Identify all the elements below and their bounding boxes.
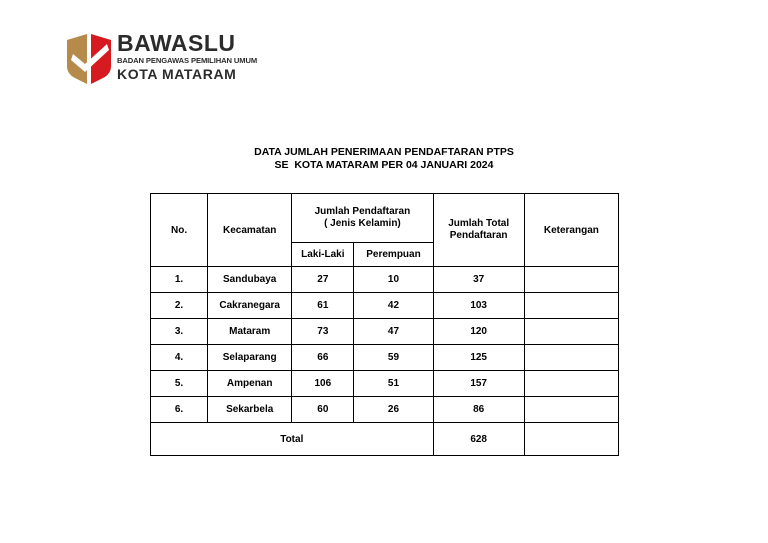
cell-keterangan: [524, 397, 618, 423]
document-title-line2: SE KOTA MATARAM PER 04 JANUARI 2024: [274, 159, 494, 171]
cell-perempuan: 42: [354, 293, 433, 319]
cell-keterangan: [524, 293, 618, 319]
cell-kecamatan: Ampenan: [208, 371, 292, 397]
cell-total: 157: [433, 371, 524, 397]
table-row: [151, 293, 619, 319]
header-perempuan: Perempuan: [354, 243, 433, 267]
cell-no: 1.: [151, 267, 208, 293]
cell-no: 2.: [151, 293, 208, 319]
header-keterangan: Keterangan: [524, 194, 618, 267]
logo-text-block: [117, 30, 257, 82]
cell-perempuan: 51: [354, 371, 433, 397]
cell-total: 120: [433, 319, 524, 345]
cell-keterangan: [524, 319, 618, 345]
cell-keterangan: [524, 267, 618, 293]
cell-no: 6.: [151, 397, 208, 423]
header-jumlah-pendaftaran: [292, 194, 433, 243]
cell-perempuan: 47: [354, 319, 433, 345]
registration-table: [150, 193, 619, 456]
cell-perempuan: 26: [354, 397, 433, 423]
cell-perempuan: 10: [354, 267, 433, 293]
cell-no: 3.: [151, 319, 208, 345]
table-row: [151, 319, 619, 345]
cell-total: 37: [433, 267, 524, 293]
cell-laki: 27: [292, 267, 354, 293]
cell-keterangan: [524, 371, 618, 397]
logo-city: KOTA MATARAM: [117, 66, 237, 82]
total-keterangan: [524, 423, 618, 456]
cell-kecamatan: Cakranegara: [208, 293, 292, 319]
cell-total: 86: [433, 397, 524, 423]
header-kecamatan: Kecamatan: [208, 194, 292, 267]
logo-subtitle: BADAN PENGAWAS PEMILIHAN UMUM: [117, 56, 258, 65]
cell-perempuan: 59: [354, 345, 433, 371]
cell-total: 103: [433, 293, 524, 319]
header-total-line1: Jumlah Total: [448, 218, 510, 229]
cell-laki: 66: [292, 345, 354, 371]
cell-laki: 73: [292, 319, 354, 345]
cell-laki: 60: [292, 397, 354, 423]
total-label: Total: [151, 423, 434, 456]
cell-keterangan: [524, 345, 618, 371]
table-row: [151, 345, 619, 371]
cell-kecamatan: Mataram: [208, 319, 292, 345]
bawaslu-emblem-icon: [65, 30, 113, 86]
cell-kecamatan: Sekarbela: [208, 397, 292, 423]
header-group-line1: Jumlah Pendaftaran: [314, 206, 411, 217]
logo-name: BAWASLU: [117, 30, 236, 56]
cell-total: 125: [433, 345, 524, 371]
cell-no: 5.: [151, 371, 208, 397]
table-total-row: [151, 423, 619, 456]
table-row: [151, 371, 619, 397]
document-title-line1: DATA JUMLAH PENERIMAAN PENDAFTARAN PTPS: [254, 146, 514, 158]
table-row: [151, 397, 619, 423]
cell-no: 4.: [151, 345, 208, 371]
header-group-line2: ( Jenis Kelamin): [324, 218, 401, 229]
header-jumlah-total: [433, 194, 524, 267]
header-total-line2: Pendaftaran: [449, 230, 508, 241]
header-no: No.: [151, 194, 208, 267]
total-value: 628: [433, 423, 524, 456]
table-row: [151, 267, 619, 293]
cell-laki: 61: [292, 293, 354, 319]
header-laki-laki: Laki-Laki: [292, 243, 354, 267]
bawaslu-logo: [65, 30, 258, 86]
cell-kecamatan: Selaparang: [208, 345, 292, 371]
cell-laki: 106: [292, 371, 354, 397]
cell-kecamatan: Sandubaya: [208, 267, 292, 293]
